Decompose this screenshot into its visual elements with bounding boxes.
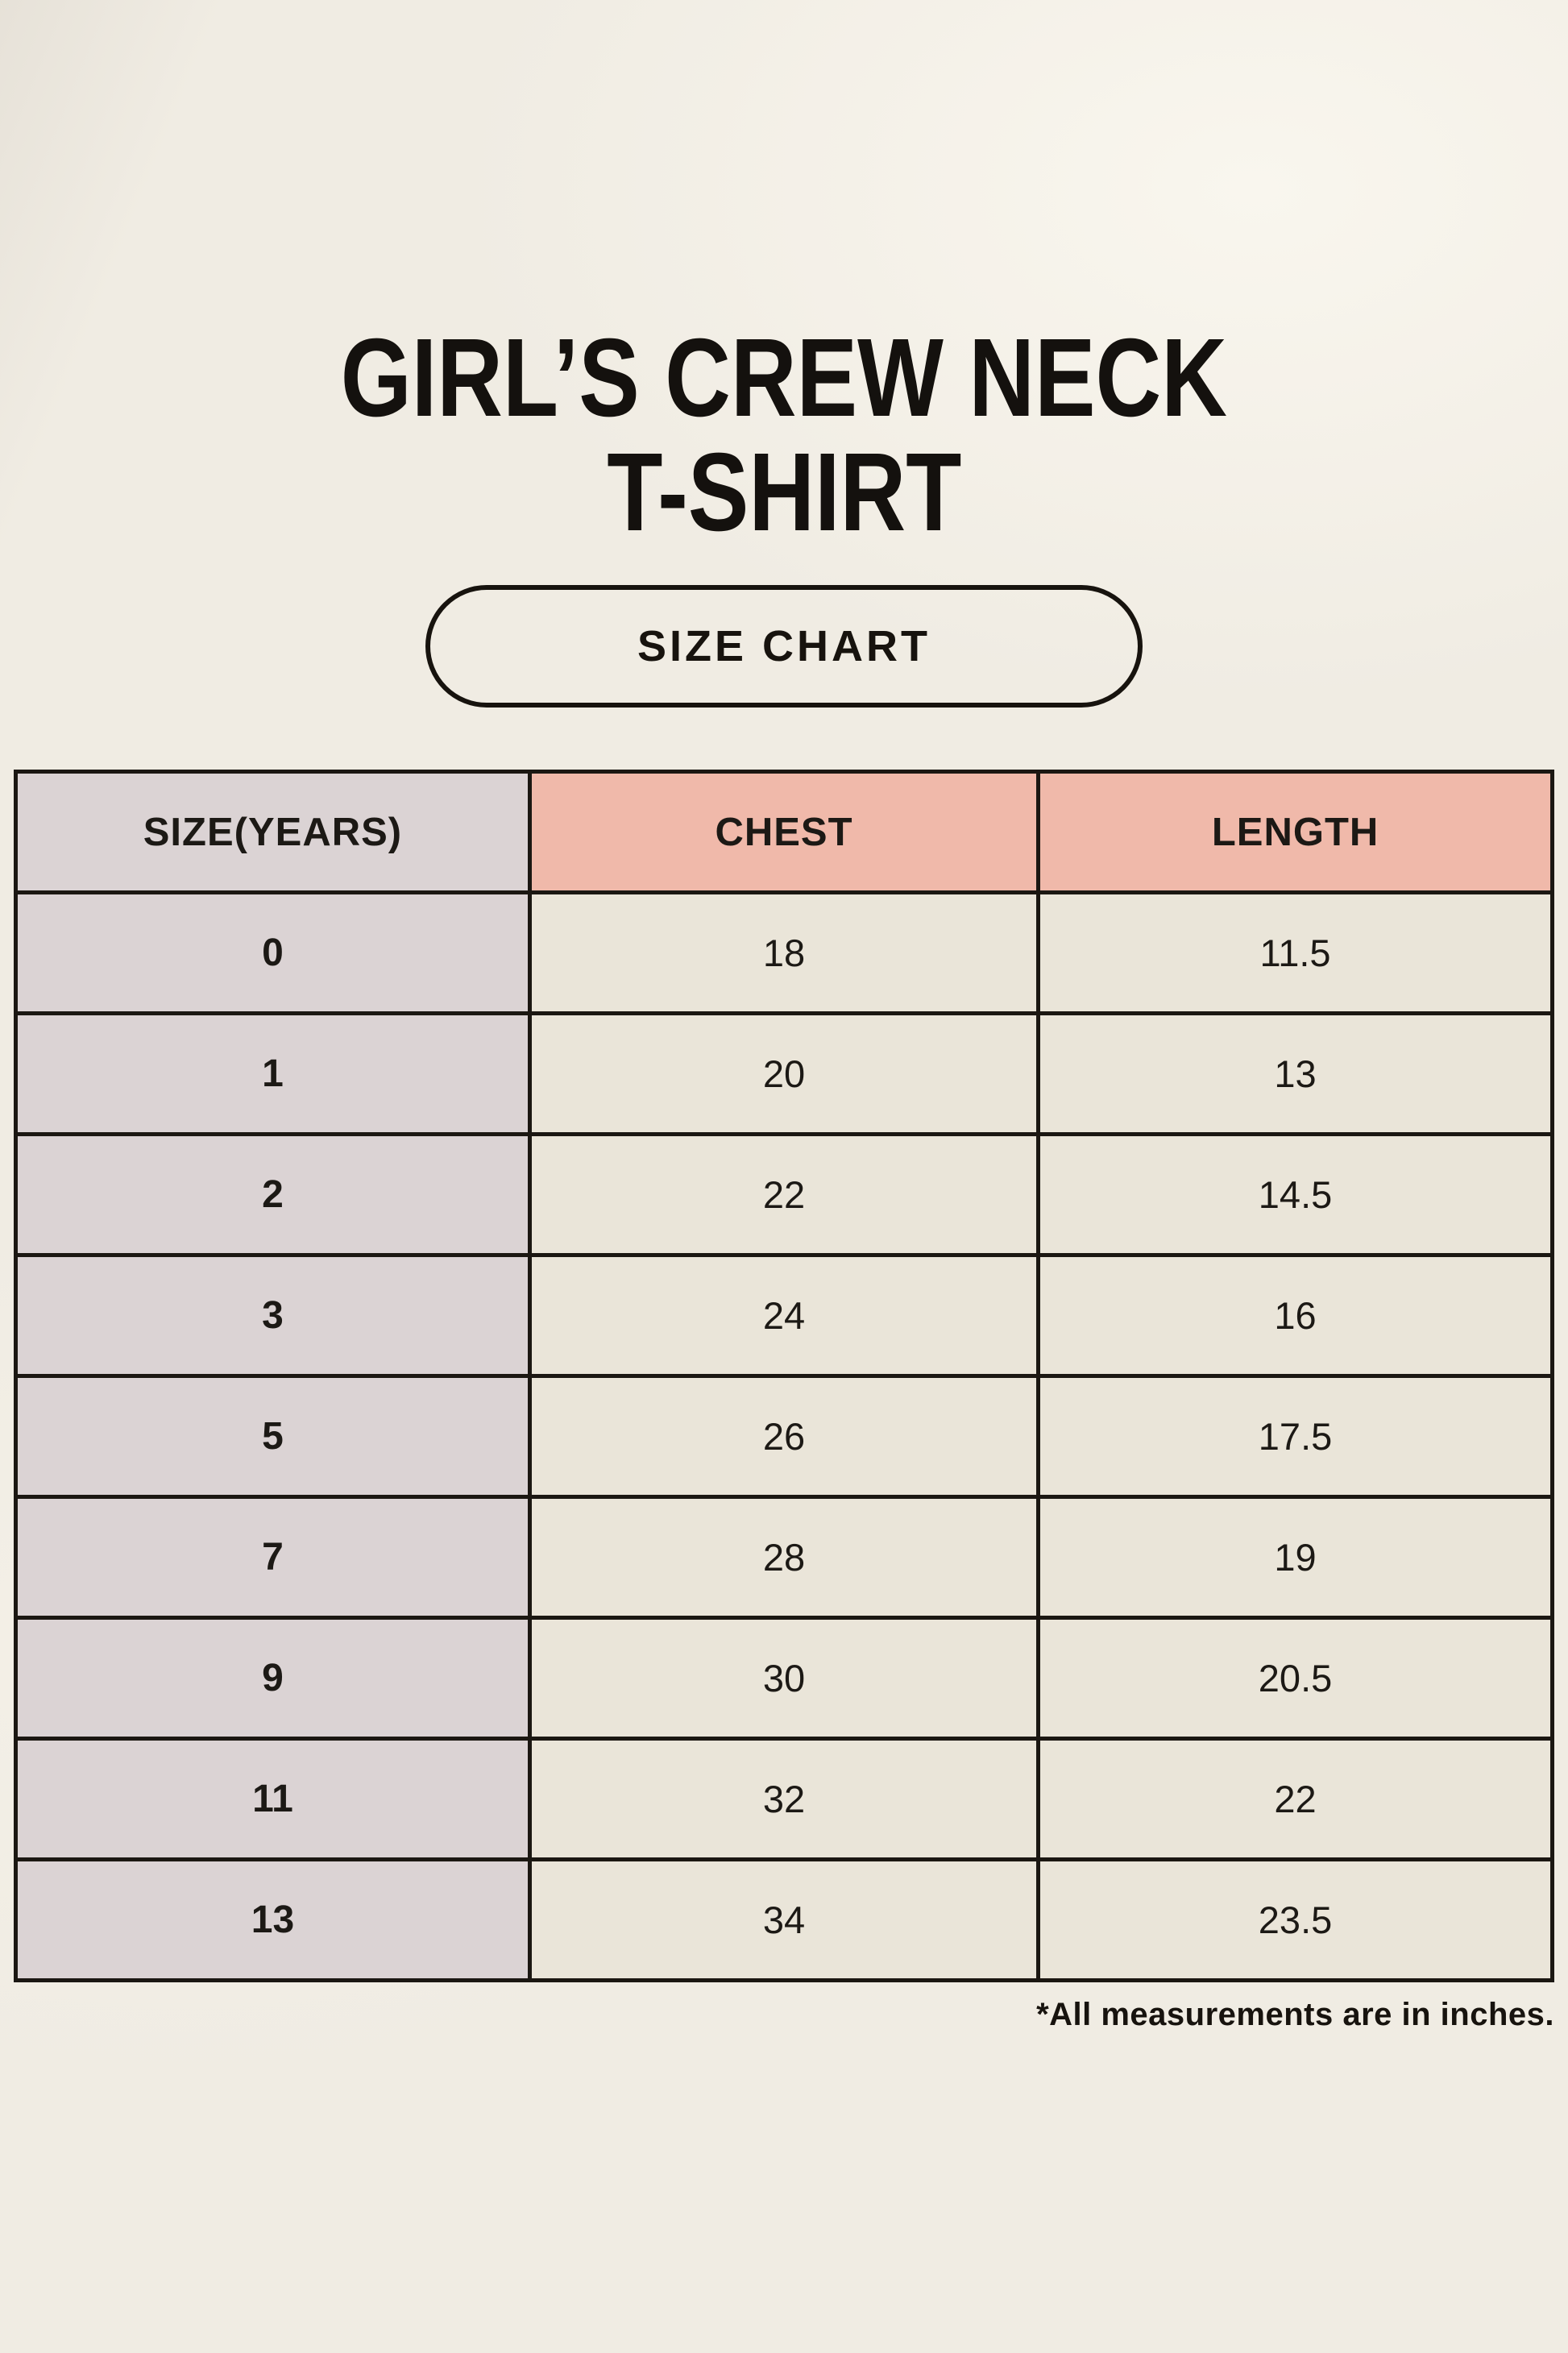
size-table-header-row [16, 772, 1553, 893]
column-header-length: LENGTH [1039, 772, 1553, 893]
length-cell: 20.5 [1039, 1618, 1553, 1739]
table-row [16, 893, 1553, 1014]
chest-cell: 28 [529, 1497, 1038, 1618]
length-cell: 23.5 [1039, 1860, 1553, 1981]
chest-cell: 18 [529, 893, 1038, 1014]
size-cell: 9 [16, 1618, 530, 1739]
table-row [16, 1014, 1553, 1135]
page-title-line-2: T-SHIRT [606, 430, 962, 555]
size-cell: 7 [16, 1497, 530, 1618]
table-row [16, 1860, 1553, 1981]
chest-cell: 20 [529, 1014, 1038, 1135]
size-cell: 13 [16, 1860, 530, 1981]
length-cell: 19 [1039, 1497, 1553, 1618]
size-cell: 5 [16, 1376, 530, 1497]
length-cell: 13 [1039, 1014, 1553, 1135]
length-cell: 22 [1039, 1739, 1553, 1860]
size-chart-badge [425, 585, 1143, 708]
page-title [0, 316, 1568, 555]
chest-cell: 30 [529, 1618, 1038, 1739]
table-row [16, 1135, 1553, 1255]
chest-cell: 32 [529, 1739, 1038, 1860]
size-cell: 11 [16, 1739, 530, 1860]
size-cell: 2 [16, 1135, 530, 1255]
measurements-footnote: *All measurements are in inches. [1036, 1997, 1554, 2032]
chest-cell: 24 [529, 1255, 1038, 1376]
size-cell: 3 [16, 1255, 530, 1376]
table-row [16, 1618, 1553, 1739]
table-row [16, 1255, 1553, 1376]
chest-cell: 22 [529, 1135, 1038, 1255]
column-header-chest: CHEST [529, 772, 1038, 893]
size-table [14, 770, 1554, 1982]
table-row [16, 1739, 1553, 1860]
size-chart-badge-label: SIZE CHART [637, 622, 931, 670]
page-title-line-1: GIRL’S CREW NECK [340, 316, 1228, 440]
length-cell: 16 [1039, 1255, 1553, 1376]
column-header-size: SIZE(YEARS) [16, 772, 530, 893]
table-row [16, 1497, 1553, 1618]
length-cell: 11.5 [1039, 893, 1553, 1014]
size-cell: 1 [16, 1014, 530, 1135]
size-table-body [16, 893, 1553, 1981]
chest-cell: 34 [529, 1860, 1038, 1981]
chest-cell: 26 [529, 1376, 1038, 1497]
size-cell: 0 [16, 893, 530, 1014]
length-cell: 17.5 [1039, 1376, 1553, 1497]
length-cell: 14.5 [1039, 1135, 1553, 1255]
table-row [16, 1376, 1553, 1497]
